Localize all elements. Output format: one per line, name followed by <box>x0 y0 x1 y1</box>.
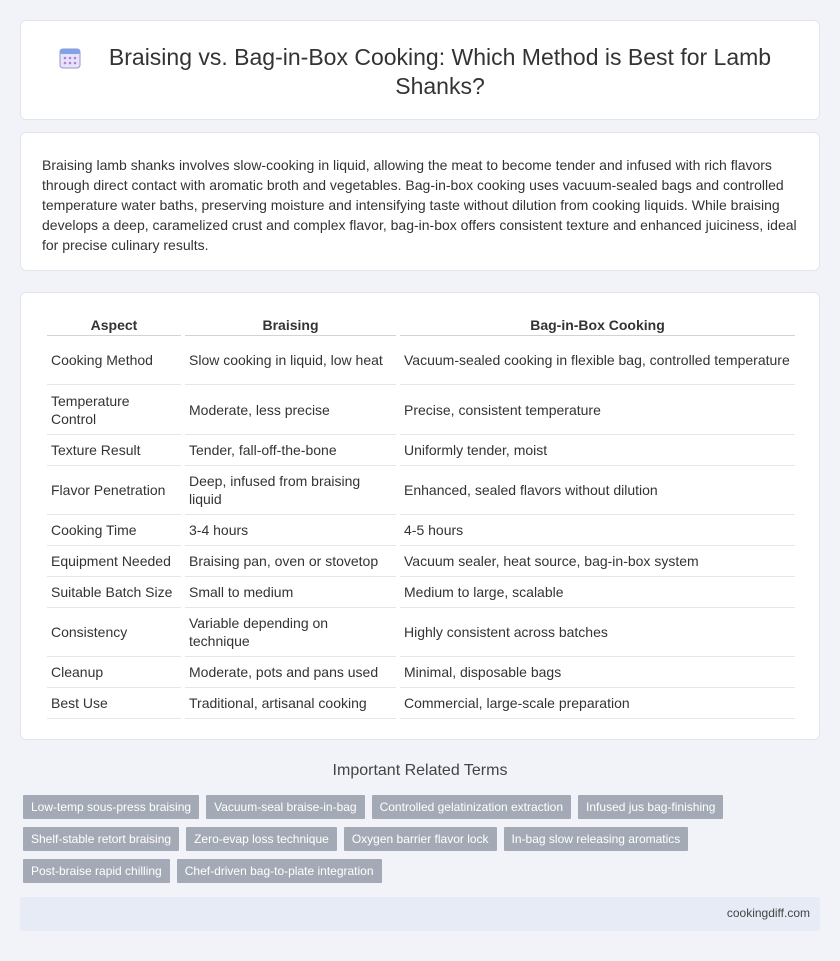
table-cell: Slow cooking in liquid, low heat <box>185 336 396 385</box>
table-header-row <box>47 315 795 336</box>
table-cell: Cleanup <box>47 657 181 688</box>
related-terms-list <box>23 795 783 891</box>
table-cell: Equipment Needed <box>47 546 181 577</box>
table-cell: Small to medium <box>185 577 396 608</box>
related-term-tag[interactable]: Low-temp sous-press braising <box>23 795 199 819</box>
table-cell: Braising pan, oven or stovetop <box>185 546 396 577</box>
table-cell: Best Use <box>47 688 181 719</box>
table-cell: Deep, infused from braising liquid <box>185 466 396 515</box>
calendar-icon <box>59 47 81 69</box>
table-cell: Moderate, less precise <box>185 385 396 435</box>
table-row <box>47 336 795 385</box>
related-term-tag[interactable]: Post-braise rapid chilling <box>23 859 170 883</box>
related-term-tag[interactable]: Vacuum-seal braise-in-bag <box>206 795 365 819</box>
related-term-tag[interactable]: In-bag slow releasing aromatics <box>504 827 689 851</box>
related-term-tag[interactable]: Chef-driven bag-to-plate integration <box>177 859 382 883</box>
table-cell: Texture Result <box>47 435 181 466</box>
table-cell: Suitable Batch Size <box>47 577 181 608</box>
intro-paragraph: Braising lamb shanks involves slow-cooking in liquid, allowing the meat to become tender and infused with rich flavors through direct contact with aromatic broth and vegetables. Bag-in-box cooking uses vacuum-sealed bags and controlled temperature water baths, preserving moisture and intensifying taste without dilution from cooking liquids. While braising develops a deep, caramelized crust and complex flavor, bag-in-box offers consistent texture and enhanced juiciness, ideal for precise culinary results. <box>42 157 797 253</box>
table-cell: Vacuum sealer, heat source, bag-in-box system <box>400 546 795 577</box>
header-braising: Braising <box>185 315 396 336</box>
table-cell: Commercial, large-scale preparation <box>400 688 795 719</box>
table-cell: Minimal, disposable bags <box>400 657 795 688</box>
related-term-tag[interactable]: Infused jus bag-finishing <box>578 795 723 819</box>
header-bag-in-box: Bag-in-Box Cooking <box>400 315 795 336</box>
table-cell: Medium to large, scalable <box>400 577 795 608</box>
related-terms-heading: Important Related Terms <box>332 762 508 779</box>
table-row <box>47 608 795 657</box>
table-cell: Cooking Time <box>47 515 181 546</box>
table-cell: Enhanced, sealed flavors without dilution <box>400 466 795 515</box>
table-row <box>47 657 795 688</box>
related-term-tag[interactable]: Controlled gelatinization extraction <box>372 795 571 819</box>
related-term-tag[interactable]: Oxygen barrier flavor lock <box>344 827 497 851</box>
table-cell: Variable depending on technique <box>185 608 396 657</box>
footer-site-link[interactable]: cookingdiff.com <box>726 906 810 920</box>
comparison-table <box>43 315 799 719</box>
table-row <box>47 515 795 546</box>
table-cell: Traditional, artisanal cooking <box>185 688 396 719</box>
table-cell: Highly consistent across batches <box>400 608 795 657</box>
table-cell: Tender, fall-off-the-bone <box>185 435 396 466</box>
table-cell: Moderate, pots and pans used <box>185 657 396 688</box>
table-cell: Cooking Method <box>47 336 181 385</box>
table-row <box>47 435 795 466</box>
table-cell: Consistency <box>47 608 181 657</box>
table-row <box>47 688 795 719</box>
table-cell: Vacuum-sealed cooking in flexible bag, controlled temperature <box>400 336 795 385</box>
table-row <box>47 385 795 435</box>
table-row <box>47 577 795 608</box>
table-cell: 4-5 hours <box>400 515 795 546</box>
table-row <box>47 546 795 577</box>
table-cell: Precise, consistent temperature <box>400 385 795 435</box>
table-cell: Flavor Penetration <box>47 466 181 515</box>
table-cell: Uniformly tender, moist <box>400 435 795 466</box>
table-cell: Temperature Control <box>47 385 181 435</box>
table-row <box>47 466 795 515</box>
page-title: Braising vs. Bag-in-Box Cooking: Which Method is Best for Lamb Shanks? <box>108 44 772 99</box>
footer <box>20 897 820 931</box>
table-cell: 3-4 hours <box>185 515 396 546</box>
title-card <box>20 20 820 120</box>
header-aspect: Aspect <box>47 315 181 336</box>
comparison-card <box>20 292 820 740</box>
intro-card <box>20 132 820 271</box>
related-term-tag[interactable]: Zero-evap loss technique <box>186 827 337 851</box>
related-term-tag[interactable]: Shelf-stable retort braising <box>23 827 179 851</box>
